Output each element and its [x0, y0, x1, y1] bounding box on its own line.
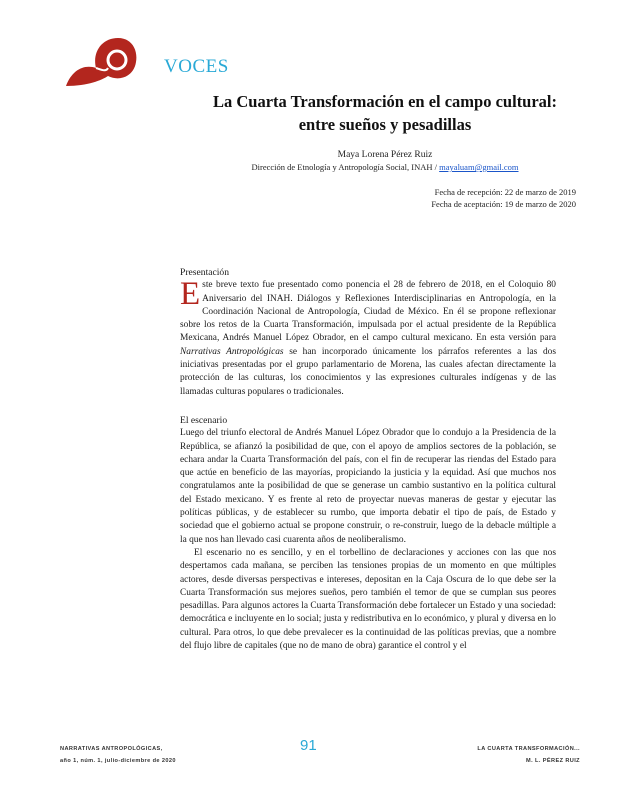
paragraph: El escenario no es sencillo, y en el torbellino de declaraciones y acciones con las que nos despertamos cada mañana, se perciben las tensiones propias de un momento en que múltiples actores, desde diversas perspectivas e intereses, depositan en la Caja Oscura de lo que debe ser la Cuarta Transformación sus mejores sueños, pero también el temor de que se cumplan sus peores pesadillas. Para algunos actores la Cuarta Transformación debe fortalecer un Estado y una sociedad: democrática e incluyente en lo social; justa y redistributiva en lo económico, y plural y diversa en lo cultural. Para otros, lo que debe prevalecer es la continuidad de las políticas previas, que a nombre del flujo libre de capitales (que no de mano de obra) garantice el control y el: [180, 547, 556, 652]
paragraph-text: se han incorporado únicamente los párrafos referentes a las dos iniciativas presentadas por el grupo parlamentario de Morena, las cuales afectan directamente la protección de las culturas, los conocimientos y las expresiones culturales indígenas y de las llamadas culturas populares o tradicionales.: [180, 346, 556, 397]
affiliation-text: Dirección de Etnología y Antropología Social, INAH /: [251, 162, 440, 172]
paragraph-text: ste breve texto fue presentado como ponencia el 28 de febrero de 2018, en el Coloquio 80 Aniversario del INAH. Diálogos y Reflexiones Interdisciplinarias en Antropología, en la Coordinación Nacional de Antropología, Ciudad de México. En él se propone reflexionar sobre los retos de la Cuarta Transformación, impulsada por el actual presidente de la República Mexicana, Andrés Manuel López Obrador, en el campo cultural mexicano. En esta versión para: [180, 280, 556, 344]
section-label: VOCES: [164, 56, 229, 77]
section-heading-escenario: El escenario: [180, 414, 228, 426]
footer-running-title: LA CUARTA TRANSFORMACIÓN...: [477, 746, 580, 752]
footer-running-head: [477, 743, 580, 767]
author-email-link[interactable]: mayaluam@gmail.com: [439, 162, 519, 172]
paragraph: [180, 276, 556, 399]
spiral-wave-logo-icon: [62, 30, 138, 88]
article-body: [180, 266, 556, 653]
author-name: Maya Lorena Pérez Ruiz: [337, 150, 433, 160]
author-affiliation: [170, 162, 600, 172]
drop-cap: E: [180, 276, 201, 313]
footer-journal: NARRATIVAS ANTROPOLÓGICAS,: [60, 746, 163, 752]
article-title: [170, 90, 600, 136]
paragraph: Luego del triunfo electoral de Andrés Manuel López Obrador que lo condujo a la Presidencia de la República, se afianzó la posibilidad de que, con el apoyo de amplios sectores de la población, se echara andar la Cuarta Transformación del país, con el fin de recuperar las riendas del Estado para que actúe en beneficio de las mayorías, propiciando la justicia y la equidad. Así que muchos nos congratulamos ante la posibilidad de que se generase un cambio sustantivo en la política cultural del Estado mexicano. Y es frente al reto de proyectar nuevas maneras de gestar y ejecutar las políticas públicas, y de establecer su rumbo, que importa debatir el tipo de país, de Estado y sociedad que el gobierno actual se propone construir, o re-construir, luego de la debacle múltiple a la que nos han llevado casi cuarenta años de neoliberalismo.: [180, 428, 556, 545]
title-line-1: La Cuarta Transformación en el campo cultural:: [212, 92, 558, 111]
footer-journal-info: [60, 743, 176, 767]
title-line-2: entre sueños y pesadillas: [298, 115, 472, 134]
section-heading-presentacion: Presentación: [180, 267, 230, 278]
footer-issue: año 1, núm. 1, julio-diciembre de 2020: [60, 758, 176, 764]
footer-running-author: M. L. PÉREZ RUIZ: [526, 758, 580, 764]
article-dates: [431, 186, 576, 210]
page-number: 91: [300, 737, 317, 754]
date-received: Fecha de recepción: 22 de marzo de 2019: [434, 187, 576, 197]
journal-name-italic: Narrativas Antropológicas: [180, 346, 284, 357]
date-accepted: Fecha de aceptación: 19 de marzo de 2020: [431, 199, 576, 209]
